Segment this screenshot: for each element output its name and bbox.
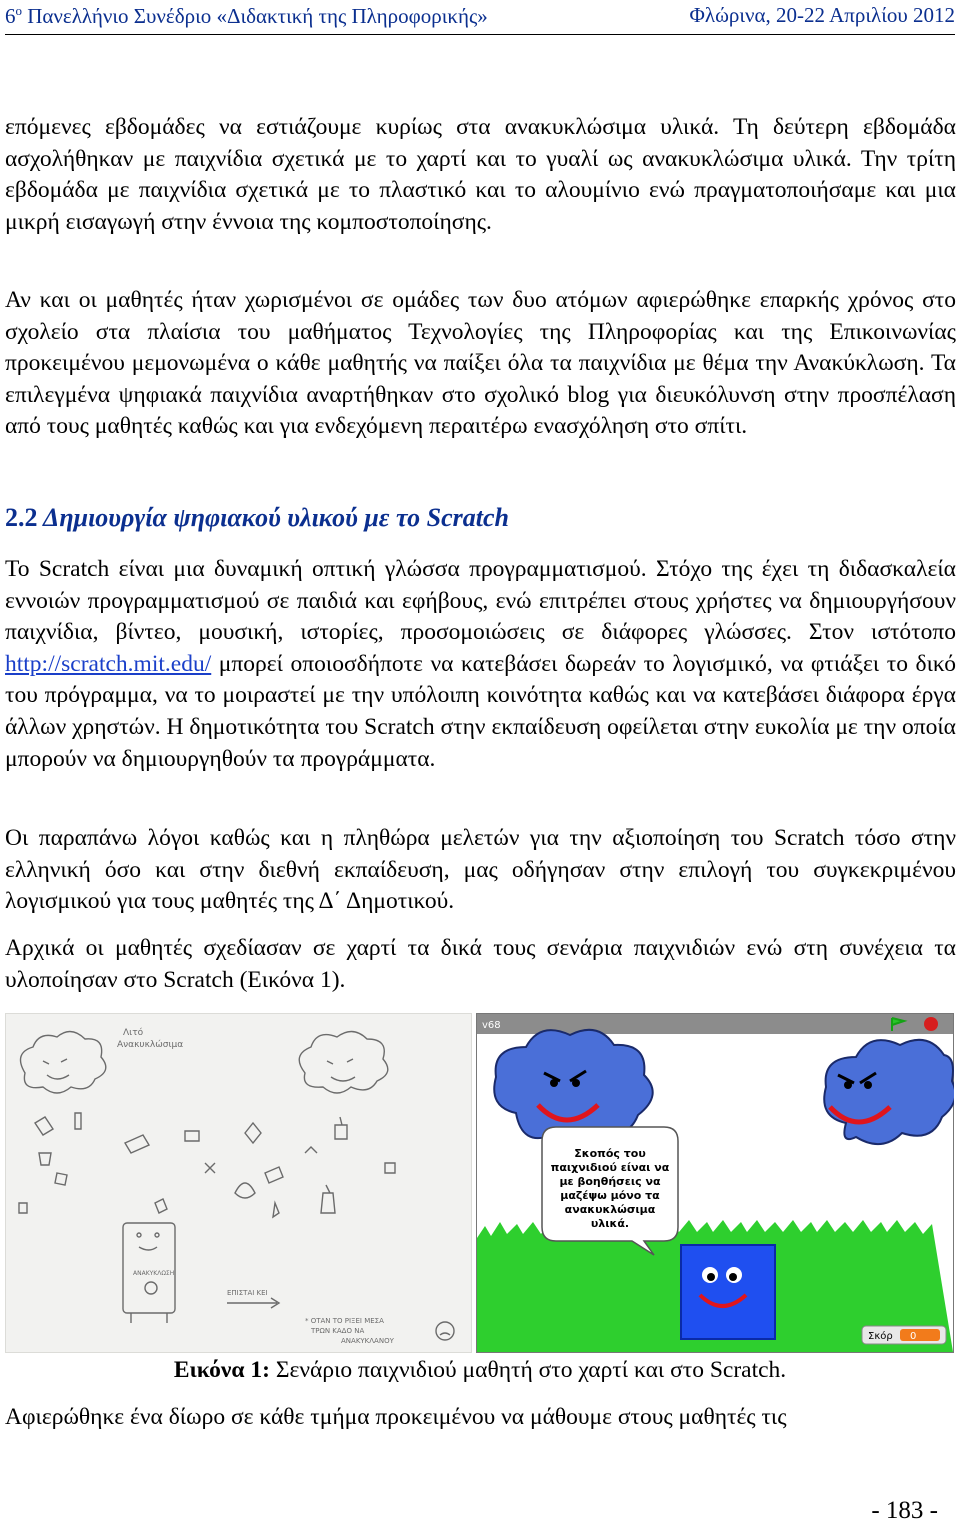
score-value: 0 <box>910 1331 917 1342</box>
sketch-title-1: Λιτό <box>123 1028 144 1038</box>
section-title: Δημιουργία ψηφιακού υλικού με το Scratch <box>37 503 509 532</box>
paragraph-6: Αφιερώθηκε ένα δίωρο σε κάθε τμήμα προκειμένου να μάθουμε στους μαθητές τις <box>5 1404 787 1430</box>
speech-line-2: παιχνιδιού είναι να <box>550 1161 670 1174</box>
sketch-note-2: * ΟΤΑΝ ΤΟ ΡΙΞΕΙ ΜΕΣΑ <box>305 1317 384 1325</box>
speech-bubble <box>542 1127 678 1255</box>
bin-label: ΑΝΑΚΥΚΛΩΣΗ <box>133 1270 175 1277</box>
stop-icon[interactable] <box>924 1017 938 1031</box>
conference-name: Πανελλήνιο Συνέδριο «Διδακτική της Πληροφορικής» <box>22 4 488 28</box>
sketch-title-2: Ανακυκλώσιμα <box>117 1040 184 1050</box>
paragraph-3-text-a: Το Scratch είναι μια δυναμική οπτική γλώσσα προγραμματισμού. Στόχο της έχει τη διδασκαλεία εννοιών προγραμματισμού σε παιδιά και εφήβους, ενώ επιτρέπει στους χρήστες να δημιουργήσουν παιχνίδια, βίντεο, μουσική, ιστορίες, προσομοιώσεις σε διάφορες γλώσσες. Στον ιστότοπο <box>5 556 956 646</box>
page-number: - 183 - <box>871 1497 938 1524</box>
paragraph-3-text-b: μπορεί οποιοσδήποτε να κατεβάσει δωρεάν το λογισμικό, να φτιάξει το δικό του πρόγραμμα, να το μοιραστεί με την υπόλοιπη κοινότητα καθώς και να κατεβάσει διάφορα έργα άλλων χρηστών. Η δημοτικότητα του Scratch στην εκπαίδευση οφείλεται στην ευκολία με την οποία μπορούν να δημιουργηθούν τα προγράμματα. <box>5 650 956 772</box>
score-label: Σκόρ <box>868 1331 893 1342</box>
section-heading <box>5 503 509 533</box>
speech-line-4: μαζέψω μόνο τα <box>560 1189 660 1202</box>
figure-scratch-stage <box>476 1013 954 1353</box>
conference-superscript: ο <box>15 3 22 18</box>
speech-line-3: με βοηθήσεις να <box>559 1175 661 1188</box>
paragraph-3 <box>5 554 956 775</box>
running-header <box>5 3 955 33</box>
paragraph-4: Οι παραπάνω λόγοι καθώς και η πληθώρα μελετών για την αξιοποίηση του Scratch τόσο στην ελληνική όσο και στην διεθνή εκπαίδευση, μας οδήγησαν στην επιλογή του συγκεκριμένου λογισμικού για τους μαθητές της Δ΄ Δημοτικού. <box>5 825 956 915</box>
paragraph-2: Αν και οι μαθητές ήταν χωρισμένοι σε ομάδες των δυο ατόμων αφιερώθηκε επαρκής χρόνος στο σχολείο στα πλαίσια του μαθήματος Τεχνολογίες της Πληροφορίας και της Επικοινωνίας προκειμένου μεμονωμένα ο κάθε μαθητής να παίξει όλα τα παιχνίδια με θέμα την Ανακύκλωση. Τα επιλεγμένα ψηφιακά παιχνίδια αναρτήθηκαν στο σχολικό blog για διευκόλυνση στην προσπέλαση από τους μαθητές καθώς και για ενδεχόμενη περαιτέρω ενασχόληση στο σπίτι. <box>5 287 956 440</box>
figure-paper-sketch <box>5 1013 472 1353</box>
speech-line-1: Σκοπός του <box>574 1147 646 1160</box>
speech-line-6: υλικά. <box>590 1217 630 1230</box>
conference-title <box>5 3 488 29</box>
conference-number: 6 <box>5 4 16 28</box>
paragraph-1: επόμενες εβδομάδες να εστιάζουμε κυρίως στα ανακυκλώσιμα υλικά. Τη δεύτερη εβδομάδα ασχολήθηκαν με παιχνίδια σχετικά με το χαρτί και το γυαλί ως ανακυκλώσιμα υλικά. Την τρίτη εβδομάδα με παιχνίδια σχετικά με το πλαστικό και το αλουμίνιο ενώ πραγματοποιήσαμε και μια μικρή εισαγωγή στην έννοια της κομποστοποίησης. <box>5 114 956 235</box>
scratch-stage-drawing <box>476 1013 954 1353</box>
stage-version-label: v68 <box>482 1020 501 1031</box>
header-rule <box>5 34 955 35</box>
paragraph-5: Αρχικά οι μαθητές σχεδίασαν σε χαρτί τα δικά τους σενάρια παιχνιδιών ενώ στη συνέχεια τα υλοποίησαν στο Scratch (Εικόνα 1). <box>5 935 956 993</box>
section-number: 2.2 <box>5 503 38 532</box>
caption-text: Σενάριο παιχνιδιού μαθητή στο χαρτί και στο Scratch. <box>269 1357 787 1383</box>
caption-label: Εικόνα 1: <box>173 1357 270 1383</box>
box-sprite[interactable] <box>681 1245 775 1339</box>
score-monitor <box>862 1326 946 1344</box>
speech-line-5: ανακυκλώσιμα <box>564 1203 656 1216</box>
sketch-note-1: ΕΠΙΣΤΑΙ ΚΕΙ <box>227 1289 268 1297</box>
sketch-note-3: ΤΡΩΝ ΚΑΔΟ ΝΑ <box>311 1327 365 1335</box>
conference-location-date: Φλώρινα, 20-22 Απριλίου 2012 <box>689 3 955 27</box>
sketch-note-4: ΑΝΑΚΥΚΛΑΝΟΥ <box>341 1337 394 1345</box>
paper-sketch-drawing <box>5 1013 472 1353</box>
scratch-link[interactable]: http://scratch.mit.edu/ <box>5 650 212 677</box>
figure-caption <box>0 1355 960 1386</box>
